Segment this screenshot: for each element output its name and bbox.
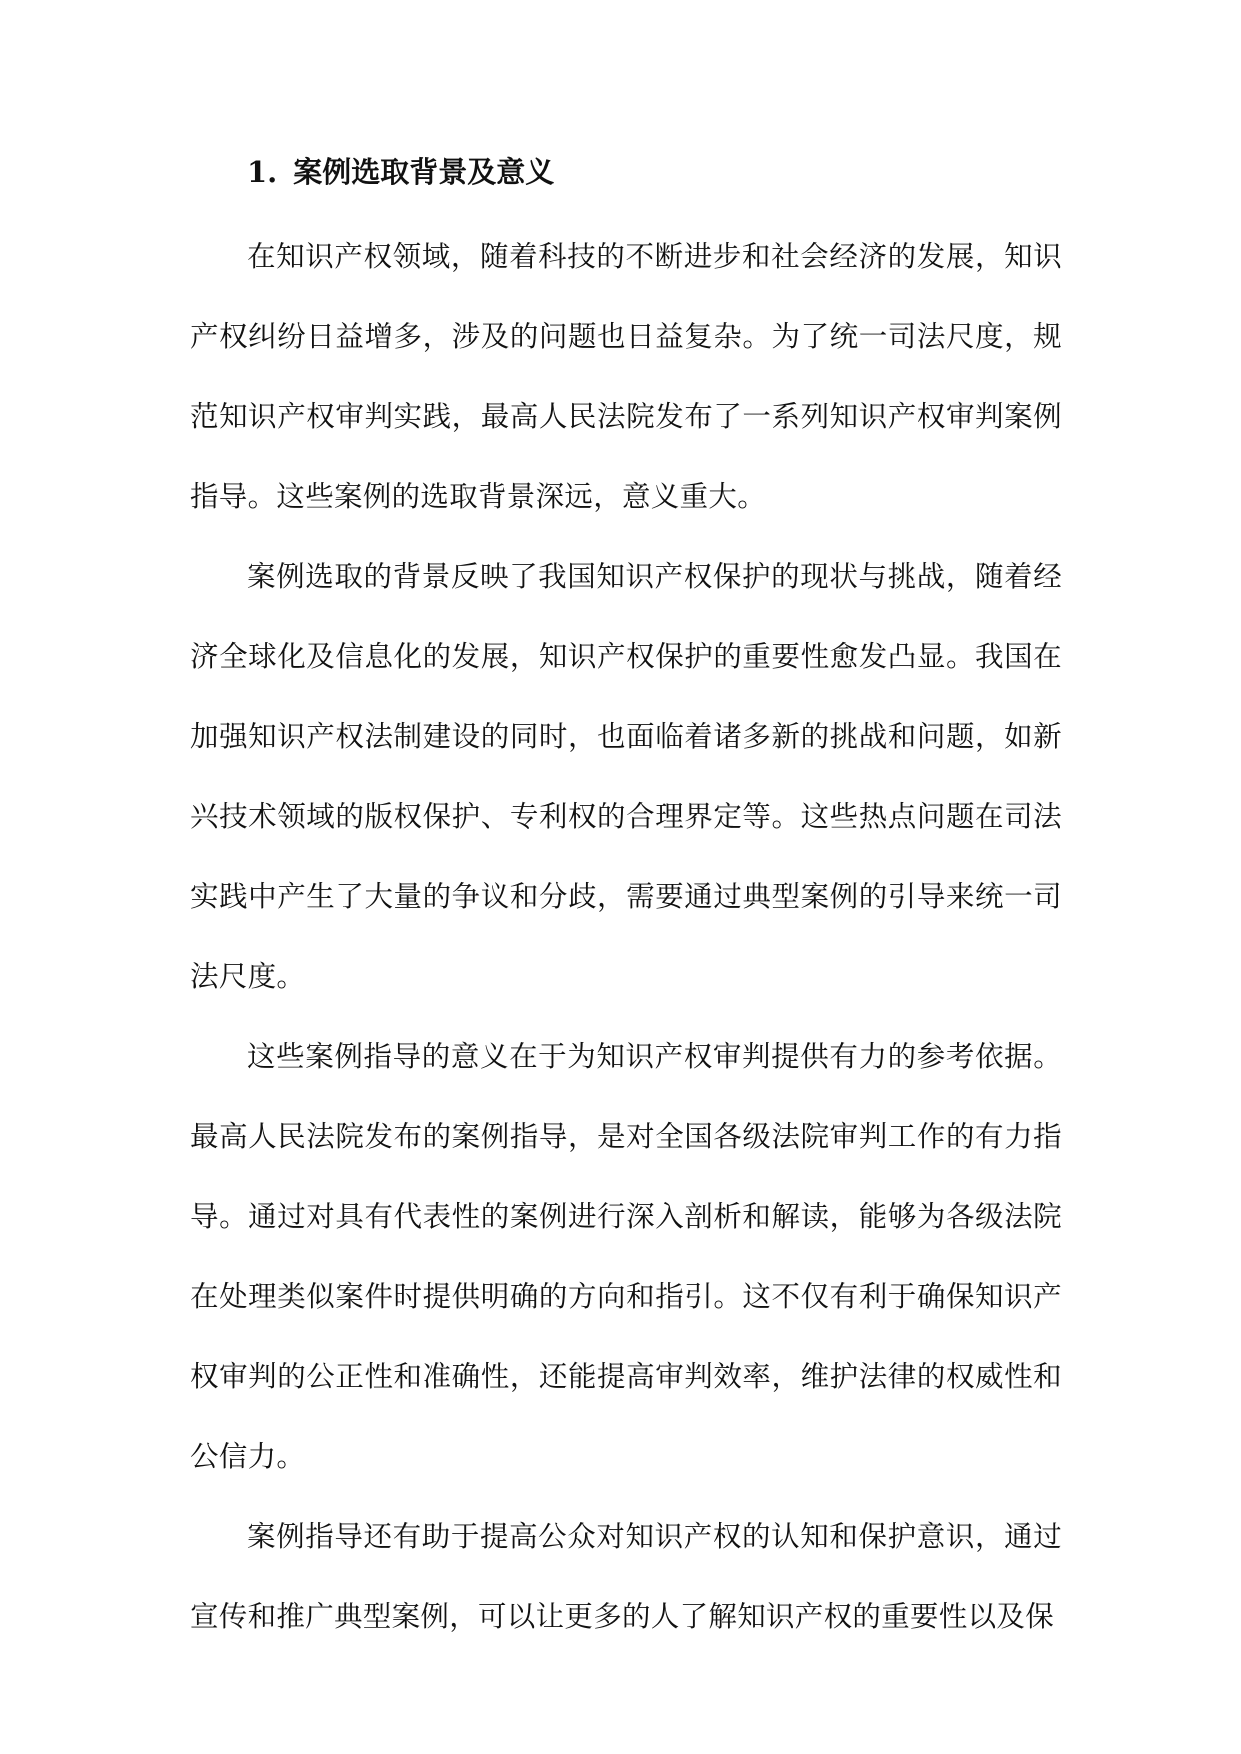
body-text xyxy=(190,217,1062,1657)
section-number: 1. xyxy=(247,155,278,189)
paragraph-challenges: 案例选取的背景反映了我国知识产权保护的现状与挑战，随着经济全球化及信息化的发展，知识产权保护的重要性愈发凸显。我国在加强知识产权法制建设的同时，也面临着诸多新的挑战和问题，如新兴技术领域的版权保护、专利权的合理界定等。这些热点问题在司法实践中产生了大量的争议和分歧，需要通过典型案例的引导来统一司法尺度。 xyxy=(190,560,1062,993)
paragraph-significance: 这些案例指导的意义在于为知识产权审判提供有力的参考依据。最高人民法院发布的案例指导，是对全国各级法院审判工作的有力指导。通过对具有代表性的案例进行深入剖析和解读，能够为各级法院在处理类似案件时提供明确的方向和指引。这不仅有利于确保知识产权审判的公正性和准确性，还能提高审判效率，维护法律的权威性和公信力。 xyxy=(190,1040,1062,1473)
section-heading xyxy=(247,150,554,194)
paragraph-background: 在知识产权领域，随着科技的不断进步和社会经济的发展，知识产权纠纷日益增多，涉及的问题也日益复杂。为了统一司法尺度，规范知识产权审判实践，最高人民法院发布了一系列知识产权审判案例指导。这些案例的选取背景深远，意义重大。 xyxy=(190,240,1062,513)
section-title: 案例选取背景及意义 xyxy=(293,155,555,189)
paragraph-public-awareness: 案例指导还有助于提高公众对知识产权的认知和保护意识，通过宣传和推广典型案例，可以让更多的人了解知识产权的重要性以及保 xyxy=(190,1520,1062,1633)
